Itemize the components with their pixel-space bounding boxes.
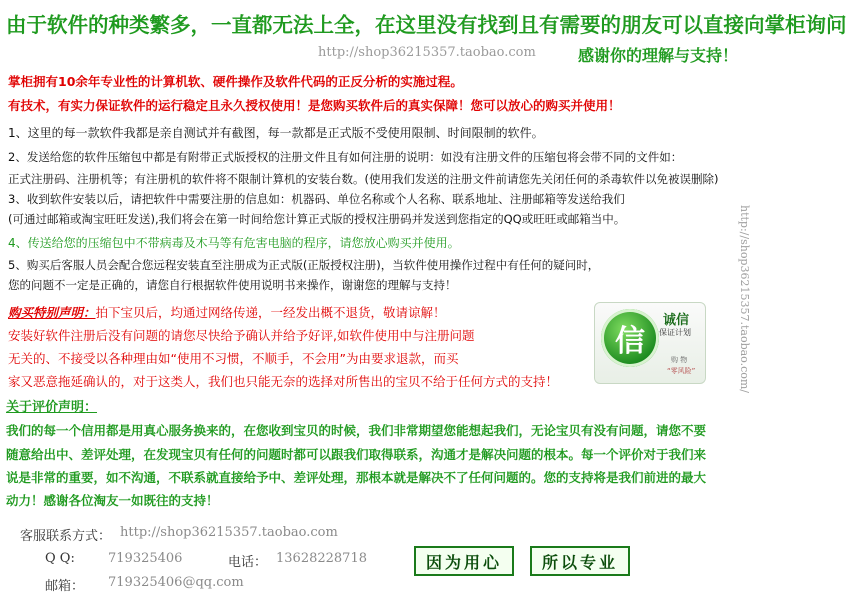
purchase-statement-text: 拍下宝贝后，均通过网络传递，一经发出概不退货，敬请谅解！ (95, 305, 446, 320)
term-2-cont: 正式注册码、注册机等；有注册机的软件将不限制计算机的安装台数。(使用我们发送的注册文件前请您先关闭任何的杀毒软件以免被误删除) (8, 172, 719, 186)
review-statement-3: 说是非常的重要，如不沟通，不联系就直接给予中、差评处理，那根本就是解决不了任何问题的。您的支持将是我们前进的最大 (6, 470, 707, 485)
term-4: 4、传送给您的压缩包中不带病毒及木马等有危害电脑的程序，请您放心购买并使用。 (8, 236, 460, 250)
slogan-professional: 所以专业 (530, 546, 630, 576)
qq-label: Q Q: (45, 551, 75, 566)
service-contact-label: 客服联系方式： (20, 529, 112, 544)
purchase-statement-4: 家又恶意拖延确认的，对于这类人，我们也只能无奈的选择对所售出的宝贝不给于任何方式的支持！ (8, 374, 559, 389)
review-statement-4: 动力！感谢各位淘友一如既往的支持！ (6, 493, 219, 508)
term-3-cont: (可通过邮箱或淘宝旺旺发送),我们将会在第一时间给您计算正式版的授权注册码并发送到您指定的QQ或旺旺或邮箱当中。 (8, 212, 626, 226)
phone-number: 13628228718 (276, 551, 367, 566)
review-statement-1: 我们的每一个信用都是用真心服务换来的，在您收到宝贝的时候，我们非常期望您能想起我们，无论宝贝有没有问题，请您不要 (6, 423, 707, 438)
trust-badge-emblem: 信 (601, 309, 659, 367)
email-link[interactable]: 719325406@qq.com (108, 575, 244, 590)
intro-line-1: 掌柜拥有10余年专业性的计算机软、硬件操作及软件代码的正反分析的实施过程。 (8, 74, 463, 89)
term-3: 3、收到软件安装以后，请把软件中需要注册的信息如：机器码、单位名称或个人名称、联系地址、注册邮箱等发送给我们 (8, 192, 625, 206)
headline: 由于软件的种类繁多，一直都无法上全，在这里没有找到且有需要的朋友可以直接向掌柜询问 (6, 13, 847, 37)
purchase-statement-3: 无关的、不接受以各种理由如“使用不习惯，不顺手，不会用”为由要求退款，而买 (8, 351, 459, 366)
side-shop-url: http://shop36215357.taobao.com/ (738, 205, 751, 394)
term-1: 1、这里的每一款软件我都是亲自测试并有截图，每一款都是正式版不受使用限制、时间限制的软件。 (8, 126, 544, 140)
service-contact-link[interactable]: http://shop36215357.taobao.com (120, 525, 338, 540)
intro-line-2: 有技术，有实力保证软件的运行稳定且永久授权使用！是您购买软件后的真实保障！您可以放心的购买并使用！ (8, 98, 621, 113)
phone-label: 电话： (228, 555, 268, 570)
review-statement-2: 随意给出中、差评处理，在发现宝贝有任何的问题时都可以跟我们取得联系，沟通才是解决问题的根本。每一个评价对于我们来 (6, 447, 707, 462)
trust-badge-zero-risk: “零风险” (667, 367, 696, 375)
trust-badge-title: 诚信 (663, 313, 690, 328)
trust-badge (594, 302, 706, 384)
qq-number: 719325406 (108, 551, 183, 566)
review-statement-title: 关于评价声明： (6, 400, 98, 415)
purchase-statement-1 (8, 303, 446, 321)
purchase-statement-2: 安装好软件注册后没有问题的请您尽快给予确认并给予好评,如软件使用中与注册问题 (8, 328, 475, 343)
thanks-text: 感谢你的理解与支持！ (578, 46, 739, 65)
term-5: 5、购买后客服人员会配合您远程安装直至注册成为正式版(正版授权注册)，当软件使用操作过程中有任何的疑问时， (8, 258, 600, 272)
slogan-dedication: 因为用心 (414, 546, 514, 576)
term-5-cont: 您的问题不一定是正确的，请您自行根据软件使用说明书来操作，谢谢您的理解与支持！ (8, 278, 457, 292)
email-label: 邮箱： (45, 579, 85, 594)
trust-badge-subtitle: 保证计划 (659, 328, 691, 337)
term-2: 2、发送给您的软件压缩包中都是有附带正式版授权的注册文件且有如何注册的说明：如没有注册文件的压缩包将会带不同的文件如： (8, 150, 683, 164)
purchase-statement-label: 购买特别声明： (8, 305, 96, 320)
shop-url-link[interactable]: http://shop36215357.taobao.com (318, 45, 536, 60)
trust-badge-shopping: 购 物 (671, 356, 688, 364)
